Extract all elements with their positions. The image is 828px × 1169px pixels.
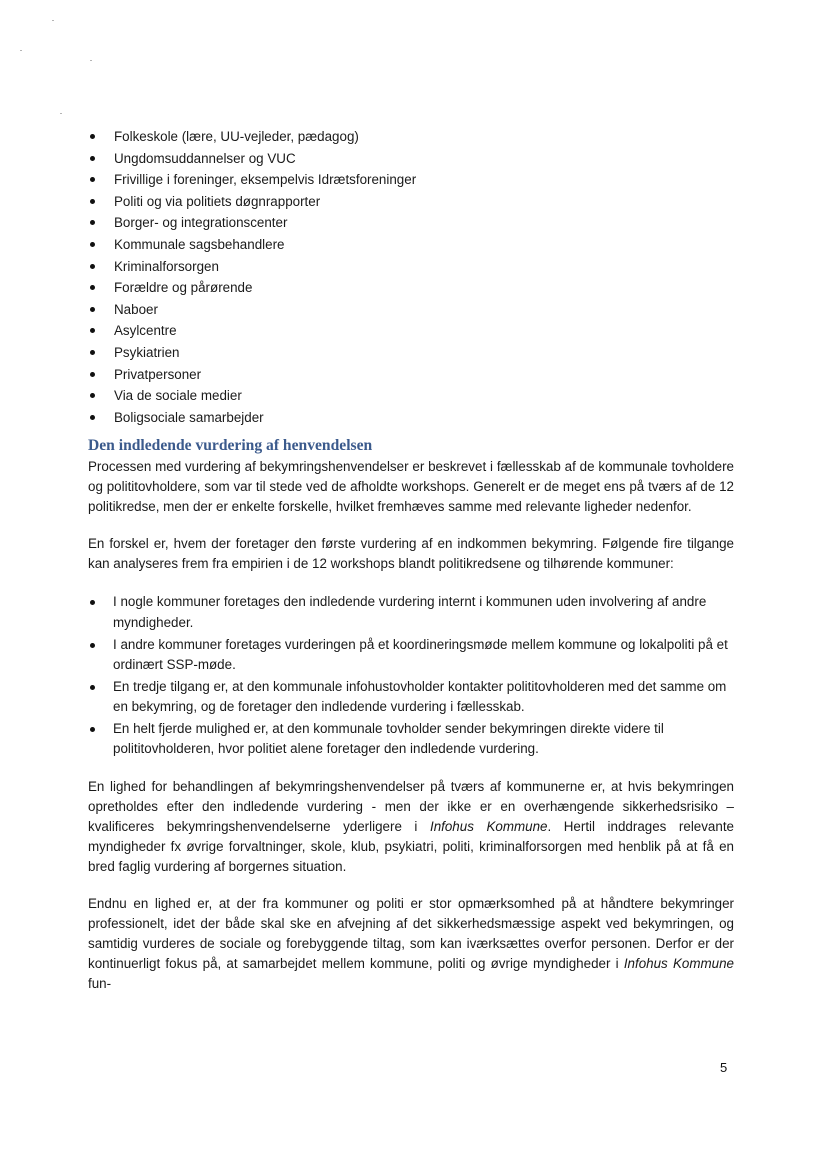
approach-list [88, 592, 734, 760]
list-item: Psykiatrien [88, 342, 734, 364]
list-item: Via de sociale medier [88, 385, 734, 407]
list-item: Forældre og pårørende [88, 277, 734, 299]
italic-term: Infohus Kommune [623, 956, 734, 972]
list-item: Kriminalforsorgen [88, 256, 734, 278]
scan-speck [60, 113, 62, 114]
scan-speck [20, 50, 22, 51]
list-item: En tredje tilgang er, at den kommunale infohustovholder kontakter polititovholderen med det samme om en bekymring, og de foretager den indledende vurdering i fællesskab. [88, 677, 734, 718]
list-item: I andre kommuner foretages vurderingen på et koordineringsmøde mellem kommune og lokalpoliti på et ordinært SSP-møde. [88, 635, 734, 676]
list-item: Naboer [88, 299, 734, 321]
paragraph-text: En lighed for behandlingen af bekymringshenvendelser på tværs af kommunerne er, at hvis bekymringen opretholdes efter den indledende vurdering - men der ikke er en overhængende sikkerhedsrisiko – kvalificeres bekymringshenvendelserne yderligere i [88, 779, 734, 835]
paragraph-second-similarity [88, 894, 734, 994]
paragraph-text: fun- [88, 976, 112, 992]
list-item: I nogle kommuner foretages den indledende vurdering internt i kommunen uden involvering af andre myndigheder. [88, 592, 734, 633]
list-item: Frivillige i foreninger, eksempelvis Idrætsforeninger [88, 169, 734, 191]
scan-speck [90, 60, 92, 61]
stakeholder-list [88, 126, 734, 428]
list-item: Asylcentre [88, 320, 734, 342]
list-item: Borger- og integrationscenter [88, 212, 734, 234]
section-heading: Den indledende vurdering af henvendelsen [88, 437, 373, 455]
list-item: Kommunale sagsbehandlere [88, 234, 734, 256]
list-item: Privatpersoner [88, 364, 734, 386]
list-item: Boligsociale samarbejder [88, 407, 734, 429]
list-item: Politi og via politiets døgnrapporter [88, 191, 734, 213]
list-item: Folkeskole (lære, UU-vejleder, pædagog) [88, 126, 734, 148]
page-number: 5 [720, 1060, 728, 1075]
scan-speck [52, 20, 54, 21]
page-content [88, 126, 734, 994]
paragraph-text: . Hertil inddrages relevante myndigheder fx øvrige forvaltninger, skole, klub, psykiatri, politi, kriminalforsorgen med henblik på at få en bred faglig vurdering af borgernes situation. [88, 819, 734, 875]
paragraph-difference: En forskel er, hvem der foretager den første vurdering af en indkommen bekymring. Følgende fire tilgange kan analyseres frem fra empirien i de 12 workshops blandt politikredsene og tilhørende kommuner: [88, 536, 734, 572]
paragraph-similarity [88, 777, 734, 877]
paragraph-process: Processen med vurdering af bekymringshenvendelser er beskrevet i fællesskab af de kommunale tovholdere og polititovholdere, som var til stede ved de afholdte workshops. Generelt er de meget ens på tværs af de 12 politikredse, men der er enkelte forskelle, hvilket fremhæves samme med relevante ligheder nedenfor. [88, 459, 734, 515]
paragraph-text: Endnu en lighed er, at der fra kommuner og politi er stor opmærksomhed på at håndtere bekymringer professionelt, idet der både skal ske en afvejning af det sikkerhedsmæssige aspekt ved bekymringen, og samtidig vurderes de sociale og forebyggende tiltag, som kan iværksættes overfor personen. Derfor er der kontinuerligt fokus på, at samarbejdet mellem kommune, politi og øvrige myndigheder i [88, 896, 734, 972]
list-item: En helt fjerde mulighed er, at den kommunale tovholder sender bekymringen direkte videre til polititovholderen, hvor politiet alene foretager den indledende vurdering. [88, 719, 734, 760]
italic-term: Infohus Kommune [429, 819, 548, 835]
list-item: Ungdomsuddannelser og VUC [88, 148, 734, 170]
